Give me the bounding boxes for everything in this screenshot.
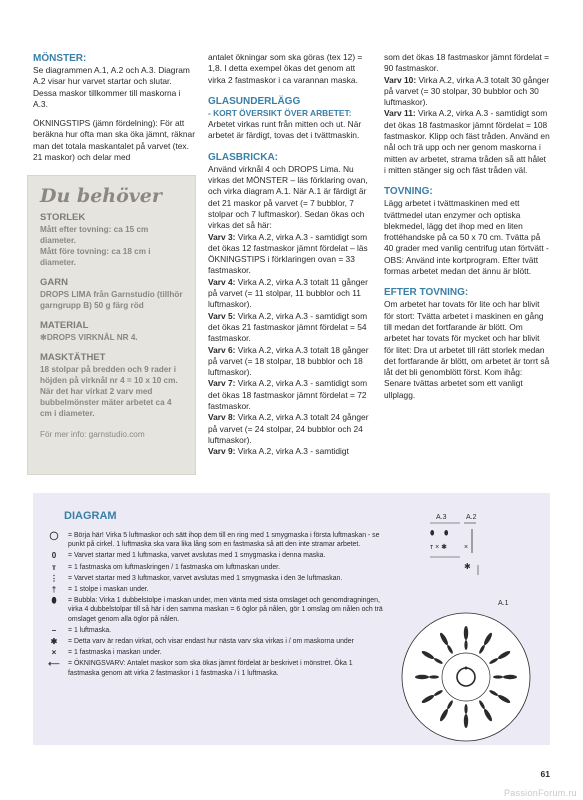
legend-text: = 1 luftmaska. xyxy=(68,626,112,634)
svg-text:⬮: ⬮ xyxy=(444,530,449,537)
yarn-heading: GARN xyxy=(40,277,68,289)
legend-row xyxy=(43,659,383,677)
watermark: PassionForum.ru xyxy=(503,788,577,798)
row-symbols-1: ⬮ xyxy=(430,530,435,537)
round-9: Varv 9: Virka A.2, virka A.3 - samtidigt xyxy=(208,446,349,457)
efter-tovning-text: Om arbetet har tovats för lite och har blivit för stort: Tvätta arbetet i maskinen en gång till medan det fortfarande är blött. Om arbetet har tovats för mycket och har blivit för litet: Dra ut arbetet till rätt storlek medan det fortfarande är blött, om arbetet är torrt så låt det bli genomblött först. Kom ihåg: Senare tvättas arbetet som ett vanligt ullplagg. xyxy=(384,299,550,400)
round-7: Varv 7: Virka A.2, virka A.3 - samtidigt som det ökas 18 fastmaskor jämnt fördelat = 72 fastmaskor. xyxy=(208,378,368,412)
round-11: Varv 11: Virka A.2, virka A.3 - samtidigt som det ökas 18 fastmaskor jämnt fördelat = 108 fastmaskor. Klipp och fäst tråden. Använd en nål och trä upp och ner genom maskorna i mitten av arbetet, strama tråden så att hålet i mitten stänger sig och fäst tråden väl. xyxy=(384,108,550,175)
materials-box xyxy=(27,175,196,475)
bubble-mark xyxy=(464,640,467,650)
bubble-mark xyxy=(415,675,429,679)
intro-text: antalet ökningar som ska göras (tex 12) = 1,8. I detta exempel ökas det genom att virka 2 fastmaskor i ca varannan maska. xyxy=(208,52,363,85)
legend-symbol-icon: † xyxy=(51,585,57,595)
tovning-text: Lägg arbetet i tvättmaskinen med ett tvättmedel utan enzymer och optiska blekmedel, lägg det ihop med en liten frottéhandske på ca 50 x 70 cm. Tvätta på 40 grader med vanlig centrifug utan förtvätt - OBS: Använd inte kortprogram. Efter tvätt formas arbetet medan det ännu är blött. xyxy=(384,198,549,277)
materials-title: Du behöver xyxy=(40,185,162,208)
gauge-heading: MASKTÄTHET xyxy=(40,352,106,364)
round-9-cont: som det ökas 18 fastmaskor jämnt fördelat = 90 fastmaskor. xyxy=(384,52,550,74)
legend-text: = 1 stolpe i maskan under. xyxy=(68,586,149,594)
diagram-panel xyxy=(33,493,550,745)
legend-row xyxy=(43,551,383,560)
legend-row xyxy=(43,574,383,583)
a3-label: A.3 xyxy=(436,514,447,521)
gauge-text: 18 stolpar på bredden och 9 rader i höjden på virknål nr 4 = 10 x 10 cm. När det har virkat 2 varv med bubbelmönster mäter arbetet ca 4 cm i diameter. xyxy=(40,365,178,419)
size-text-1: Mått efter tovning: ca 15 cm diameter. xyxy=(40,225,149,246)
glasbricka-text: Använd virknål 4 och DROPS Lima. Nu virkas det MÖNSTER – läs förklaring ovan, och virka diagram A.1. När A.1 är färdigt är det 21 maskor på varvet (= 7 bubblor, 7 stolpar och 7 luftmaskor). Sedan ökas och virkas det så här: xyxy=(208,163,368,231)
more-info-link[interactable]: För mer info: garnstudio.com xyxy=(40,430,145,440)
legend-symbol-icon: ✱ xyxy=(50,637,58,647)
glasunderlagg-heading: GLASUNDERLÄGG xyxy=(208,95,301,107)
size-text-2: Mått före tovning: ca 18 cm i diameter. xyxy=(40,247,151,268)
legend-symbol-icon: – xyxy=(51,625,57,635)
material-text: ✼DROPS VIRKNÅL NR 4. xyxy=(40,333,138,343)
legend-row xyxy=(43,626,383,635)
tovning-heading: TOVNING: xyxy=(384,186,433,198)
okning-text: ÖKNINGSTIPS (jämn fördelning): För att beräkna hur ofta man ska öka jämnt, räknar man det totala maskantalet på varvet (tex. 21 maskor) och delar med xyxy=(33,118,195,163)
bubble-mark xyxy=(429,675,439,678)
efter-tovning-heading: EFTER TOVNING: xyxy=(384,287,469,299)
overview-text: Arbetet virkas runt från mitten och ut. När arbetet är färdigt, tovas det i tvättmaskin. xyxy=(208,119,362,141)
monster-heading: MÖNSTER: xyxy=(33,53,87,64)
round-8: Varv 8: Virka A.2, virka A.3 totalt 24 gånger på varvet (= 24 stolpar, 24 bubblor och 24 luftmaskor). xyxy=(208,412,369,445)
legend-text: = ÖKNINGSVARV: Antalet maskor som ska ökas jämnt fördelat är beskrivet i mönstret. Öka 1 fastmaska genom att virka 2 fastmaskor i 1 fastmaska / i 1 luftmaska. xyxy=(68,660,353,677)
svg-text:✱: ✱ xyxy=(464,562,471,571)
column-2 xyxy=(208,52,371,458)
legend-text: = 1 fastmaska om luftmaskringen / 1 fastmaska om luftmaskan under. xyxy=(68,563,280,571)
bubble-mark xyxy=(464,626,468,640)
diagram-title: DIAGRAM xyxy=(64,510,117,522)
svg-text:×: × xyxy=(464,544,469,551)
legend-row xyxy=(43,585,383,594)
glasbricka-heading: GLASBRICKA: xyxy=(208,151,278,163)
size-heading: STORLEK xyxy=(40,212,86,224)
round-4: Varv 4: Virka A.2, virka A.3 totalt 11 gånger på varvet (= 11 stolpar, 11 bubblor och 11 luftmaskor). xyxy=(208,276,368,310)
legend-row xyxy=(43,563,383,572)
page-number: 61 xyxy=(540,769,550,779)
chart-a3-a2 xyxy=(418,509,528,589)
legend-symbol-icon: ⬮ xyxy=(51,596,57,606)
bubble-mark xyxy=(464,704,467,714)
material-heading: MATERIAL xyxy=(40,320,89,332)
diagram-legend xyxy=(43,531,383,680)
legend-symbol-icon: ⟵ xyxy=(48,659,60,669)
a1-label: A.1 xyxy=(498,600,509,607)
bubble-mark xyxy=(503,675,517,679)
round-3: Varv 3: Virka A.2, virka A.3 - samtidigt som det ökas 12 fastmaskor jämnt fördelat – läs ÖKNINGSTIPS i förklaringen ovan = 33 fastmaskor. xyxy=(208,231,368,276)
legend-symbol-icon: т xyxy=(52,562,56,572)
legend-text: = Bubbla: Virka 1 dubbelstolpe i maskan under, men vänta med sista omslaget och genomdragningen, virka 4 dubbelstolpar till så här i den samma maskan = 6 öglor på nålen, gör 1 omslag om nålen och trä omslaget genom alla öglor på nålen. xyxy=(68,597,383,623)
legend-row xyxy=(43,531,383,549)
legend-text: = Detta varv är redan virkat, och visar endast hur nästa varv ska virkas i / om maskorna under xyxy=(68,638,354,646)
legend-text: = 1 fastmaska i maskan under. xyxy=(68,649,162,657)
column-1 xyxy=(33,52,196,475)
svg-text:т × ✱: т × ✱ xyxy=(430,544,448,551)
yarn-text: DROPS LIMA från Garnstudio (tillhör garngrupp B) 50 g färg röd xyxy=(40,290,183,311)
legend-symbol-icon: × xyxy=(51,648,57,658)
legend-text: = Börja här! Virka 5 luftmaskor och sätt ihop dem till en ring med 1 smygmaska i första luftmaskan - se punkt på cirkel. 1 luftmaska ska vara lika lång som en fastmaska så att den inte stramar arbetet. xyxy=(68,532,380,549)
bubble-mark xyxy=(464,714,468,728)
column-3 xyxy=(384,52,550,401)
legend-row xyxy=(43,648,383,657)
round-5: Varv 5: Virka A.2, virka A.3 - samtidigt som det ökas 21 fastmaskor jämnt fördelat = 54 fastmaskor. xyxy=(208,310,368,344)
legend-row xyxy=(43,637,383,646)
legend-text: = Varvet startar med 3 luftmaskor, varvet avslutas med 1 smygmaska i den 3e luftmaskan. xyxy=(68,574,343,582)
chart-a1 xyxy=(386,585,546,745)
overview-subheading: - KORT ÖVERSIKT ÖVER ARBETET: xyxy=(208,107,352,118)
legend-row xyxy=(43,596,383,624)
round-10: Varv 10: Virka A.2, virka A.3 totalt 30 gånger på varvet (= 30 stolpar, 30 bubblor och 30 luftmaskor). xyxy=(384,74,550,108)
monster-text: Se diagrammen A.1, A.2 och A.3. Diagram A.2 visar hur varvet startar och slutar. Dessa maskor tillkommer till maskorna i A.3. xyxy=(33,65,190,109)
legend-symbol-icon: ⋮ xyxy=(50,573,58,583)
bubble-mark xyxy=(493,675,503,678)
legend-text: = Varvet startar med 1 luftmaska, varvet avslutas med 1 smygmaska i denna maska. xyxy=(68,552,326,560)
legend-symbol-icon: 0 xyxy=(51,551,57,561)
legend-symbol-icon: ◯ xyxy=(49,531,59,540)
round-6: Varv 6: Virka A.2, virka A.3 totalt 18 gånger på varvet (= 18 stolpar, 18 bubblor och 18 luftmaskor). xyxy=(208,344,369,378)
a2-label: A.2 xyxy=(466,514,477,521)
